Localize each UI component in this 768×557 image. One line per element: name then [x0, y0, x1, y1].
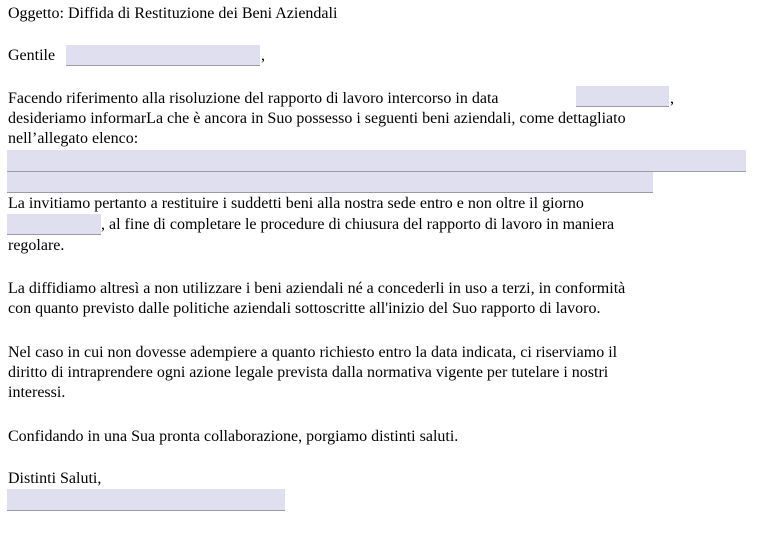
recipient-name-field[interactable] — [66, 45, 260, 66]
paragraph5: Confidando in una Sua pronta collaborazione, porgiamo distinti saluti. — [8, 428, 459, 445]
return-deadline-field[interactable] — [7, 214, 101, 235]
paragraph1-line2: desideriamo informarLa che è ancora in Suo possesso i seguenti beni aziendali, come dettagliato — [8, 110, 626, 127]
paragraph1-line3: nell’allegato elenco: — [8, 130, 139, 147]
subject-line: Oggetto: Diffida di Restituzione dei Beni Aziendali — [8, 5, 338, 22]
signature-field[interactable] — [7, 489, 285, 511]
paragraph2-line3: regolare. — [8, 237, 65, 254]
greeting-label: Gentile — [8, 47, 56, 64]
greeting-comma: , — [261, 47, 265, 64]
paragraph1-line1: Facendo riferimento alla risoluzione del rapporto di lavoro intercorso in data — [8, 90, 499, 107]
paragraph4-line3: interessi. — [8, 384, 66, 401]
date-comma: , — [670, 90, 674, 107]
assets-list-field-2[interactable] — [7, 172, 653, 193]
termination-date-field[interactable] — [576, 86, 669, 107]
paragraph2-line1: La invitiamo pertanto a restituire i suddetti beni alla nostra sede entro e non oltre il giorno — [8, 195, 584, 212]
paragraph3-line1: La diffidiamo altresì a non utilizzare i beni aziendali né a concederli in uso a terzi, in conformità — [8, 280, 626, 297]
closing-label: Distinti Saluti, — [8, 470, 102, 487]
paragraph3-line2: con quanto previsto dalle politiche aziendali sottoscritte all'inizio del Suo rapporto di lavoro. — [8, 300, 601, 317]
paragraph4-line2: diritto di intraprendere ogni azione legale prevista dalla normativa vigente per tutelare i nostri — [8, 364, 609, 381]
paragraph2-line2: , al fine di completare le procedure di chiusura del rapporto di lavoro in maniera — [101, 216, 615, 233]
assets-list-field-1[interactable] — [7, 150, 746, 172]
paragraph4-line1: Nel caso in cui non dovesse adempiere a quanto richiesto entro la data indicata, ci riserviamo il — [8, 344, 618, 361]
